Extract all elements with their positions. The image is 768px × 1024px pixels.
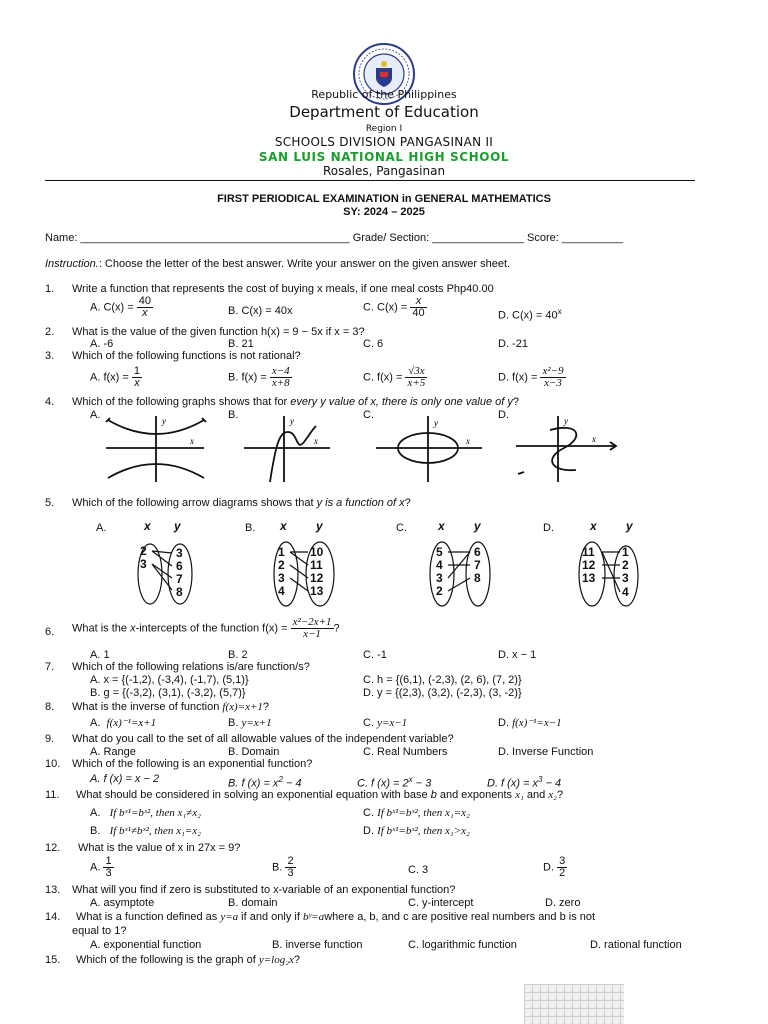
q1-d-sup: x: [557, 307, 562, 316]
q5-text: [72, 497, 411, 510]
q11-number: 11.: [45, 789, 60, 801]
q4c-y-label: y: [434, 418, 438, 428]
q2-number: 2.: [45, 326, 55, 338]
q3-c-num: √3x: [405, 366, 427, 378]
q10-b-post: − 4: [282, 777, 302, 790]
q11-x2: x₂: [548, 789, 558, 801]
q14-text-pre: What is a function defined as: [76, 911, 221, 923]
q3-a-den: x: [134, 377, 140, 389]
q11-text-post: ?: [557, 789, 564, 801]
q4c-x-label: x: [466, 436, 470, 446]
q8-d-math: f(x)⁻¹=x−1: [512, 717, 562, 729]
q11-b-math: If bˣ¹≠bˣ², then x₁=x₂: [109, 825, 201, 837]
q14-number: 14.: [45, 911, 61, 923]
q5c-left-3: 2: [436, 584, 443, 598]
q6-option-c[interactable]: C. -1: [363, 649, 387, 661]
q12-b-den: 3: [287, 867, 294, 879]
q5a-right-0: 3: [176, 546, 183, 560]
q5d-left-1: 12: [582, 558, 596, 572]
q5c-right-0: 6: [474, 545, 481, 559]
q2-option-d[interactable]: D. -21: [498, 338, 528, 350]
q5-diagram-c[interactable]: [426, 518, 496, 608]
q9-text: What do you call to the set of all allowable values of the independent variable?: [72, 733, 454, 745]
q5c-right-1: 7: [474, 558, 481, 572]
q11-d-math: If bˣ¹=bˣ², then x₁>x₂: [377, 825, 470, 837]
q8-d-label: D.: [498, 717, 509, 729]
q6-text-italic: x: [130, 622, 136, 635]
q8-text-pre: What is the inverse of function: [72, 701, 223, 713]
q11-a-math: If bˣ¹=bˣ², then x₁≠x₂: [109, 807, 201, 819]
q14-option-a[interactable]: A. exponential function: [90, 939, 202, 951]
q5c-head-x: x: [438, 519, 445, 533]
q1-c-den: 40: [412, 307, 425, 319]
q8-text: [72, 701, 269, 714]
q4b-x-label: x: [314, 436, 318, 446]
q6-number: 6.: [45, 626, 55, 638]
q9-option-c[interactable]: C. Real Numbers: [363, 746, 448, 758]
q14-option-c[interactable]: C. logarithmic function: [408, 939, 517, 951]
q10-d-label: D. f (x) = x: [487, 777, 539, 790]
q3-b-label: B. f(x) =: [228, 371, 270, 384]
q3-d-num: x²−9: [542, 365, 564, 377]
q2-option-c[interactable]: C. 6: [363, 338, 384, 350]
q8-b-math: y=x+1: [241, 717, 272, 729]
instruction-text: : Choose the letter of the best answer. Write your answer on the given answer sheet.: [98, 258, 511, 270]
school-name: SAN LUIS NATIONAL HIGH SCHOOL: [258, 150, 510, 164]
q13-option-b[interactable]: B. domain: [228, 897, 278, 909]
q3-b-num: x−4: [271, 365, 290, 377]
q3-option-d[interactable]: [498, 366, 566, 389]
q10-text: Which of the following is an exponential function?: [72, 758, 313, 770]
q15-text-pre: Which of the following is the graph of: [76, 954, 259, 966]
q5-number: 5.: [45, 497, 55, 509]
q11-option-c[interactable]: [363, 807, 470, 820]
name-grade-score-line: Name: ____________________________________________ Grade/ Section: _______________ Score: __________: [45, 232, 624, 244]
q4-option-d[interactable]: D.: [498, 409, 509, 421]
q5-diagram-b[interactable]: [272, 518, 342, 608]
q1-c-num: x: [410, 296, 426, 308]
q14-option-b[interactable]: B. inverse function: [272, 939, 363, 951]
q5a-right-3: 8: [176, 585, 183, 599]
q1-option-d[interactable]: [498, 305, 562, 323]
header-divider: [45, 180, 695, 181]
q5c-left-2: 3: [436, 571, 443, 585]
q12-option-b[interactable]: [272, 856, 296, 879]
q5a-right-1: 6: [176, 559, 183, 573]
q5d-right-3: 4: [622, 585, 629, 599]
q11-text-pre: What should be considered in solving an exponential equation with base: [76, 789, 431, 801]
q3-a-label: A. f(x) =: [90, 371, 132, 384]
q11-base: b: [430, 789, 437, 801]
q3-a-num: 1: [133, 365, 140, 377]
q9-option-b[interactable]: B. Domain: [228, 746, 280, 758]
q9-number: 9.: [45, 733, 55, 745]
q10-c-label: C. f (x) = 2: [357, 777, 409, 790]
q14-text-2: equal to 1?: [72, 925, 127, 937]
q1-number: 1.: [45, 283, 55, 295]
q11-b-label: B.: [90, 825, 101, 837]
q10-c-post: − 3: [412, 777, 432, 790]
q3-c-den: x+5: [407, 377, 426, 389]
q6-text-pre: What is the: [72, 622, 131, 635]
q12-b-num: 2: [287, 855, 294, 867]
q8-number: 8.: [45, 701, 55, 713]
q12-number: 12.: [45, 842, 61, 854]
q5b-head-x: x: [280, 519, 287, 533]
q4-text-italic: every y value of x, there is only one value of y: [290, 396, 513, 408]
q6-option-d[interactable]: D. x − 1: [498, 649, 537, 661]
q6-text-mid: -intercepts of the function f(x) =: [135, 622, 291, 635]
q7-option-b[interactable]: B. g = {(-3,2), (3,1), (-3,2), (5,7)}: [90, 687, 246, 699]
school-year: SY: 2024 – 2025: [343, 206, 425, 218]
instruction: [45, 258, 510, 271]
q2-option-a[interactable]: A. -6: [90, 338, 114, 350]
q5-text-pre: Which of the following arrow diagrams shows that: [72, 497, 317, 509]
q3-option-b[interactable]: [228, 366, 292, 389]
q3-option-a[interactable]: [90, 366, 142, 389]
q5-text-italic: y is a function of x: [316, 497, 405, 509]
q7-option-d[interactable]: D. y = {(2,3), (3,2), (-2,3), (3, -2)}: [363, 687, 522, 699]
q9-option-d[interactable]: D. Inverse Function: [498, 746, 594, 758]
q4-graph-d[interactable]: [510, 412, 634, 484]
q1-option-b[interactable]: B. C(x) = 40x: [228, 305, 293, 317]
q5b-right-3: 13: [310, 584, 324, 598]
q8-a-math: f(x)⁻¹=x+1: [106, 717, 157, 729]
q5d-left-2: 13: [582, 571, 596, 585]
q14-math-2: bʸ=a: [302, 911, 325, 923]
q4-number: 4.: [45, 396, 55, 408]
q12-d-label: D.: [543, 861, 554, 874]
q14-text-mid: if and only if: [238, 911, 303, 923]
q12-option-c[interactable]: C. 3: [408, 864, 429, 876]
q10-option-c[interactable]: [357, 773, 431, 791]
q5b-left-1: 2: [278, 558, 285, 572]
q10-b-label: B. f (x) = x: [228, 777, 279, 790]
q15-text-post: ?: [293, 954, 301, 966]
q4-graph-a[interactable]: [100, 412, 224, 484]
q3-d-label: D. f(x) =: [498, 371, 541, 384]
q4d-x-label: x: [592, 434, 596, 444]
q14-option-d[interactable]: D. rational function: [590, 939, 682, 951]
q7-option-a[interactable]: A. x = {(-1,2), (-3,4), (-1,7), (5,1)}: [90, 674, 249, 686]
q13-number: 13.: [45, 884, 61, 896]
q6-frac-den: x−1: [303, 628, 321, 640]
q6-text: [72, 617, 340, 640]
q7-number: 7.: [45, 661, 55, 673]
q8-function: f(x)=x+1: [222, 701, 263, 713]
q9-option-a[interactable]: A. Range: [90, 746, 136, 758]
q5a-head-x: x: [144, 519, 151, 533]
q8-text-post: ?: [262, 701, 270, 713]
q1-d-label: D. C(x) = 40: [498, 309, 558, 322]
q5b-right-0: 10: [310, 545, 324, 559]
q5c-head-y: y: [474, 519, 481, 533]
exam-title: FIRST PERIODICAL EXAMINATION in GENERAL MATHEMATICS: [217, 193, 551, 205]
q10-option-d[interactable]: [487, 773, 561, 791]
q5-option-d[interactable]: D.: [543, 522, 554, 534]
q12-a-den: 3: [105, 867, 112, 879]
q4b-y-label: y: [290, 416, 294, 426]
q5d-right-0: 1: [622, 545, 629, 559]
q2-text: What is the value of the given function h(x) = 9 − 5x if x = 3?: [72, 326, 365, 338]
q5d-left-0: 11: [582, 545, 595, 559]
q12-d-den: 2: [559, 867, 566, 879]
q6-option-a[interactable]: A. 1: [90, 649, 110, 661]
q3-d-den: x−3: [544, 377, 562, 389]
q5c-left-0: 5: [436, 545, 443, 559]
q12-b-label: B.: [272, 861, 283, 874]
q4-text: [72, 396, 519, 409]
q13-option-c[interactable]: C. y-intercept: [408, 897, 474, 909]
q11-c-label: C.: [363, 807, 374, 819]
q8-a-label: A.: [90, 717, 101, 729]
q4d-y-label: y: [564, 416, 568, 426]
q12-text: What is the value of x in 27x = 9?: [78, 842, 241, 854]
q6-option-b[interactable]: B. 2: [228, 649, 248, 661]
q13-option-a[interactable]: A. asymptote: [90, 897, 155, 909]
q5b-left-2: 3: [278, 571, 285, 585]
q1-a-label: A. C(x) =: [90, 301, 137, 314]
q11-and: and: [523, 789, 549, 801]
q5a-left-1: 3: [140, 557, 147, 571]
q4-text-pre: Which of the following graphs shows that for: [72, 396, 291, 408]
q11-text-mid: and exponents: [436, 789, 516, 801]
q14-math-1: y=a: [220, 911, 239, 923]
q8-c-label: C.: [363, 717, 374, 729]
q2-option-b[interactable]: B. 21: [228, 338, 254, 350]
q8-option-b[interactable]: [228, 717, 272, 730]
q5a-head-y: y: [174, 519, 181, 533]
q14-text: [76, 911, 595, 924]
q11-option-a[interactable]: [90, 807, 201, 820]
q5d-right-2: 3: [622, 571, 629, 585]
q6-text-post: ?: [333, 622, 340, 635]
q5b-right-2: 12: [310, 571, 324, 585]
q4a-y-label: y: [162, 416, 166, 426]
q4-option-c[interactable]: C.: [363, 409, 374, 421]
q5-option-c[interactable]: C.: [396, 522, 407, 534]
town-label: Rosales, Pangasinan: [322, 164, 446, 178]
q5-diagram-a[interactable]: [132, 518, 202, 608]
q5-option-b[interactable]: B.: [245, 522, 256, 534]
q5d-head-y: y: [626, 519, 633, 533]
q1-a-den: x: [142, 307, 148, 319]
q10-d-sup: 3: [538, 775, 543, 784]
division-label: SCHOOLS DIVISION PANGASINAN II: [274, 135, 494, 149]
q15-graph-thumbnail: [524, 984, 624, 1024]
q11-option-b[interactable]: [90, 825, 201, 838]
q10-b-sup: 2: [278, 775, 283, 784]
q5c-right-2: 8: [474, 571, 481, 585]
q8-b-label: B.: [228, 717, 239, 729]
q12-a-label: A.: [90, 861, 101, 874]
q3-c-label: C. f(x) =: [363, 371, 406, 384]
q3-b-den: x+8: [271, 377, 290, 389]
q12-option-a[interactable]: [90, 856, 114, 879]
q5b-head-y: y: [316, 519, 323, 533]
q4-graph-b[interactable]: [240, 412, 364, 484]
q10-option-b[interactable]: [228, 773, 302, 791]
q5b-left-0: 1: [278, 545, 285, 559]
q11-x1: x₁: [515, 789, 524, 801]
q1-a-num: 40: [138, 295, 152, 307]
q5b-right-1: 11: [310, 558, 323, 572]
q8-c-math: y=x−1: [377, 717, 408, 729]
q1-text: Write a function that represents the cost of buying x meals, if one meal costs Php40.00: [72, 283, 494, 295]
q5d-head-x: x: [590, 519, 597, 533]
q5a-left-0: 2: [140, 544, 147, 558]
q11-a-label: A.: [90, 807, 101, 819]
q13-text: What will you find if zero is substituted to x-variable of an exponential function?: [72, 884, 456, 896]
q15-math: y=log₂x: [258, 954, 294, 966]
republic-label: Republic of the Philippines: [311, 88, 457, 101]
q8-option-d[interactable]: [498, 717, 562, 730]
department-label: Department of Education: [289, 103, 479, 121]
q10-number: 10.: [45, 758, 61, 770]
q11-option-d[interactable]: [363, 825, 470, 838]
q4-graph-c[interactable]: [370, 412, 494, 484]
region-label: Region I: [365, 124, 403, 134]
q7-text: Which of the following relations is/are function/s?: [72, 661, 310, 673]
q12-option-d[interactable]: [543, 856, 567, 879]
q10-c-sup: x: [408, 775, 413, 784]
q12-d-num: 3: [559, 855, 566, 867]
q11-c-math: If bˣ¹=bˣ², then x₁=x₂: [377, 807, 470, 819]
q5d-right-1: 2: [622, 558, 629, 572]
q11-d-label: D.: [363, 825, 374, 837]
q12-a-num: 1: [105, 855, 112, 867]
q5-text-post: ?: [404, 497, 411, 509]
q10-option-a[interactable]: A. f (x) = x − 2: [90, 773, 160, 785]
q5c-left-1: 4: [436, 558, 443, 572]
q3-text: Which of the following functions is not rational?: [72, 350, 301, 362]
q4a-x-label: x: [190, 436, 194, 446]
q10-d-post: − 4: [542, 777, 562, 790]
q5a-right-2: 7: [176, 572, 183, 586]
q7-option-c[interactable]: C. h = {(6,1), (-2,3), (2, 6), (7, 2)}: [363, 674, 522, 686]
q4-option-a[interactable]: A.: [90, 409, 101, 421]
q4-option-b[interactable]: B.: [228, 409, 239, 421]
instruction-label: Instruction.: [45, 258, 99, 270]
q15-number: 15.: [45, 954, 61, 966]
q1-option-a[interactable]: [90, 296, 153, 319]
q4-text-post: ?: [512, 396, 519, 408]
q14-text-post: where a, b, and c are positive real numbers and b is not: [324, 911, 596, 923]
q8-option-a[interactable]: [90, 717, 156, 730]
q3-number: 3.: [45, 350, 55, 362]
q5b-left-3: 4: [278, 584, 285, 598]
q8-option-c[interactable]: [363, 717, 407, 730]
q11-text: [76, 789, 563, 802]
q3-option-c[interactable]: [363, 366, 427, 389]
q13-option-d[interactable]: D. zero: [545, 897, 581, 909]
q15-text: [76, 954, 300, 967]
q1-c-label: C. C(x) =: [363, 301, 411, 314]
q1-option-c[interactable]: [363, 296, 427, 319]
q5-option-a[interactable]: A.: [96, 522, 107, 534]
q5-diagram-d[interactable]: [578, 518, 648, 608]
q6-frac-num: x²−2x+1: [292, 616, 332, 628]
